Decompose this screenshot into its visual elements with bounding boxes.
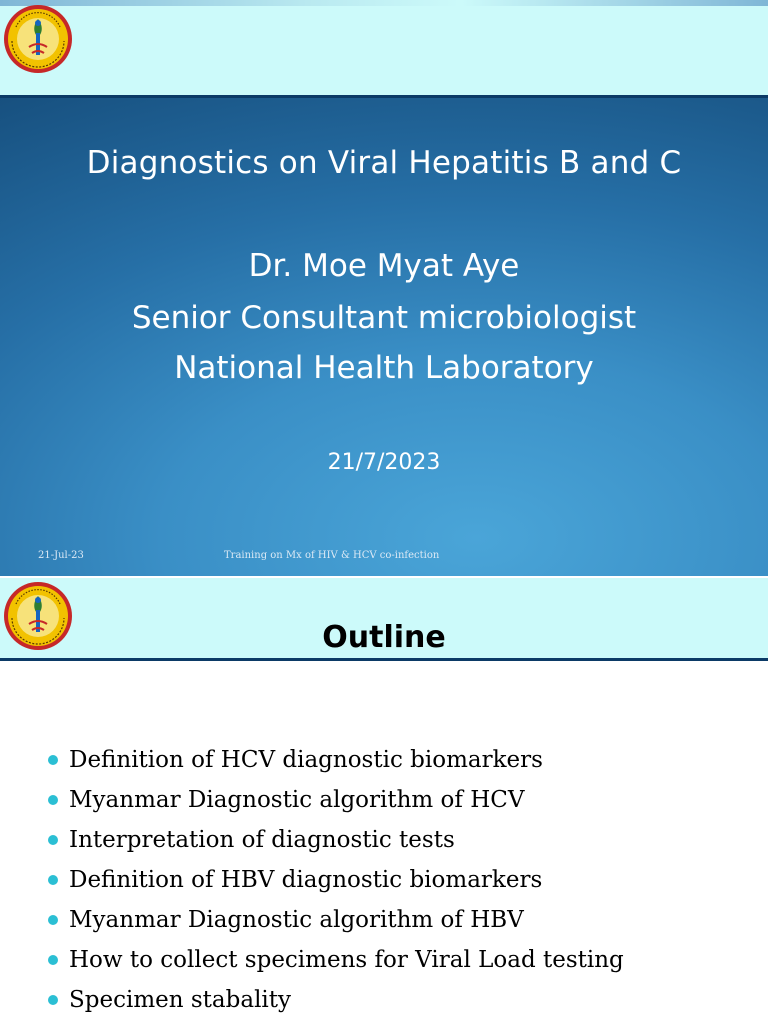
presenter-position: Senior Consultant microbiologist xyxy=(131,300,637,336)
footer-caption: Training on Mx of HIV & HCV co-infection xyxy=(224,550,440,561)
bullet-dot-icon xyxy=(48,875,58,885)
bullet-dot-icon xyxy=(48,795,58,805)
bullet-dot-icon xyxy=(48,995,58,1005)
bullet-dot-icon xyxy=(48,755,58,765)
slide-header-banner xyxy=(0,576,768,661)
department-of-public-health-logo xyxy=(2,3,74,75)
header-accent-line xyxy=(0,0,768,6)
outline-item xyxy=(48,900,624,940)
bullet-dot-icon xyxy=(48,915,58,925)
bullet-dot-icon xyxy=(48,835,58,845)
outline-item-text: How to collect specimens for Viral Load testing xyxy=(69,947,624,973)
outline-item-text: Definition of HCV diagnostic biomarkers xyxy=(69,747,543,773)
slide-separator xyxy=(0,576,768,578)
presenter-organization: National Health Laboratory xyxy=(174,350,594,386)
outline-item-text: Interpretation of diagnostic tests xyxy=(69,827,455,853)
outline-item xyxy=(48,940,624,980)
outline-item xyxy=(48,740,624,780)
slide-header-banner xyxy=(0,0,768,98)
outline-heading: Outline xyxy=(322,620,446,655)
presentation-date: 21/7/2023 xyxy=(327,450,441,475)
outline-item-text: Definition of HBV diagnostic biomarkers xyxy=(69,867,543,893)
outline-item xyxy=(48,780,624,820)
outline-item xyxy=(48,820,624,860)
outline-item xyxy=(48,860,624,900)
outline-item-text: Specimen stabality xyxy=(69,987,292,1013)
presentation-title: Diagnostics on Viral Hepatitis B and C xyxy=(86,145,682,181)
bullet-dot-icon xyxy=(48,955,58,965)
outline-bullet-list xyxy=(48,740,624,1020)
outline-item-text: Myanmar Diagnostic algorithm of HCV xyxy=(69,787,525,813)
outline-slide xyxy=(0,576,768,1024)
footer-date: 21-Jul-23 xyxy=(38,550,84,561)
outline-item xyxy=(48,980,624,1020)
outline-item-text: Myanmar Diagnostic algorithm of HBV xyxy=(69,907,524,933)
presenter-name: Dr. Moe Myat Aye xyxy=(248,248,520,284)
